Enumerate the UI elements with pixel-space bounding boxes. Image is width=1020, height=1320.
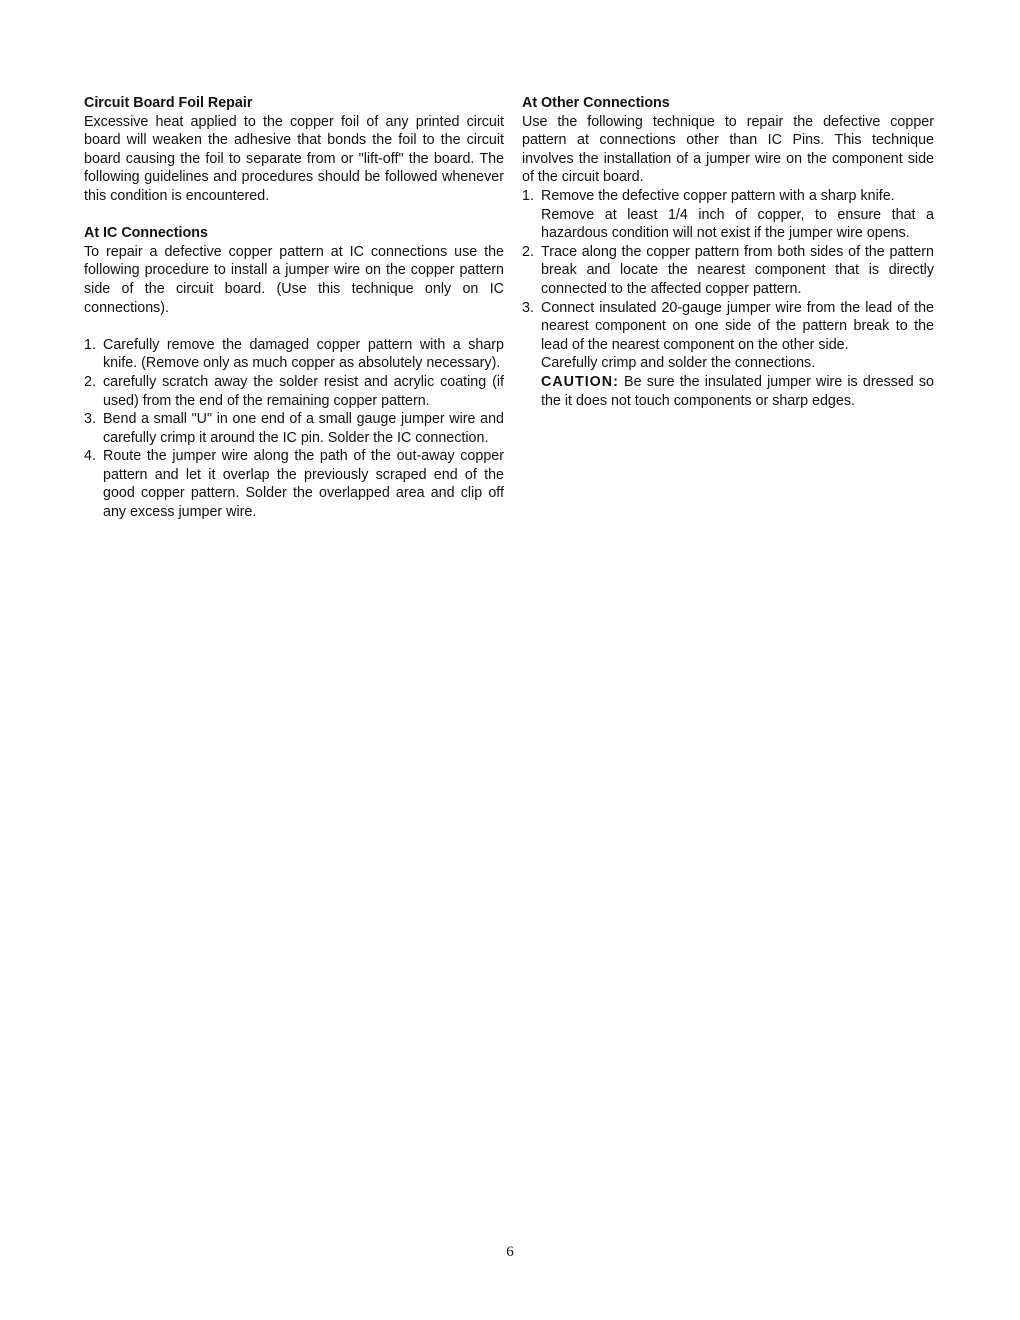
list-number: 3. (84, 411, 96, 428)
list-number: 4. (84, 448, 96, 465)
list-text: Remove the defective copper pattern with a sharp knife. (541, 187, 895, 204)
list-item (84, 410, 504, 447)
list-text: Connect insulated 20-gauge jumper wire from the lead of the nearest component on one side of the pattern break to the lead of the nearest component on the other side. (541, 299, 934, 353)
list-number: 2. (522, 243, 534, 260)
ic-connections-heading: At IC Connections (84, 225, 208, 242)
caution-note (541, 373, 934, 410)
list-number: 1. (522, 187, 534, 204)
section-spacer (84, 206, 504, 225)
step-note: Carefully crimp and solder the connections. (541, 355, 816, 372)
list-text: Bend a small "U" in one end of a small gauge jumper wire and carefully crimp it around the IC pin. Solder the IC connection. (103, 411, 504, 446)
list-text: carefully scratch away the solder resist and acrylic coating (if used) from the end of the remaining copper pattern. (103, 373, 504, 409)
caution-text: Be sure the insulated jumper wire is dressed so the it does not touch components or sharp edges. (541, 373, 934, 409)
step-note: Remove at least 1/4 inch of copper, to ensure that a hazardous condition will not exist if the jumper wire opens. (541, 206, 934, 242)
foil-repair-heading: Circuit Board Foil Repair (84, 95, 253, 111)
other-connections-heading: At Other Connections (522, 95, 670, 111)
list-number: 3. (522, 299, 534, 316)
ic-connections-paragraph: To repair a defective copper pattern at IC connections use the following procedure to install a jumper wire on the copper pattern side of the circuit board. (Use this technique only on IC connections). (84, 243, 504, 316)
list-text: Route the jumper wire along the path of the out-away copper pattern and let it overlap the previously scraped end of the good copper pattern. Solder the overlapped area and clip off any excess jumper wire. (103, 448, 504, 521)
other-connections-paragraph: Use the following technique to repair the defective copper pattern at connections other than IC Pins. This technique involves the installation of a jumper wire on the component side of the circuit board. (522, 113, 934, 186)
list-item (522, 299, 934, 355)
list-item (84, 336, 504, 373)
list-number: 1. (84, 336, 96, 353)
list-item (84, 447, 504, 521)
list-text: Carefully remove the damaged copper pattern with a sharp knife. (Remove only as much copper as absolutely necessary). (103, 336, 504, 372)
page-number: 6 (506, 1244, 514, 1260)
list-item (522, 187, 934, 206)
caution-label: CAUTION: (541, 373, 619, 390)
list-item (522, 243, 934, 299)
left-column (84, 94, 504, 522)
list-text: Trace along the copper pattern from both sides of the pattern break and locate the nearest component that is directly connected to the affected copper pattern. (541, 243, 934, 297)
list-item (84, 373, 504, 410)
right-column (522, 94, 934, 410)
foil-repair-paragraph: Excessive heat applied to the copper foil of any printed circuit board will weaken the adhesive that bonds the foil to the circuit board causing the foil to separate from or "lift-off" the board. The following guidelines and procedures should be followed whenever this condition is encountered. (84, 113, 504, 204)
section-spacer (84, 317, 504, 336)
ic-steps-list (84, 336, 504, 522)
other-steps-list (522, 187, 934, 410)
list-number: 2. (84, 373, 96, 390)
